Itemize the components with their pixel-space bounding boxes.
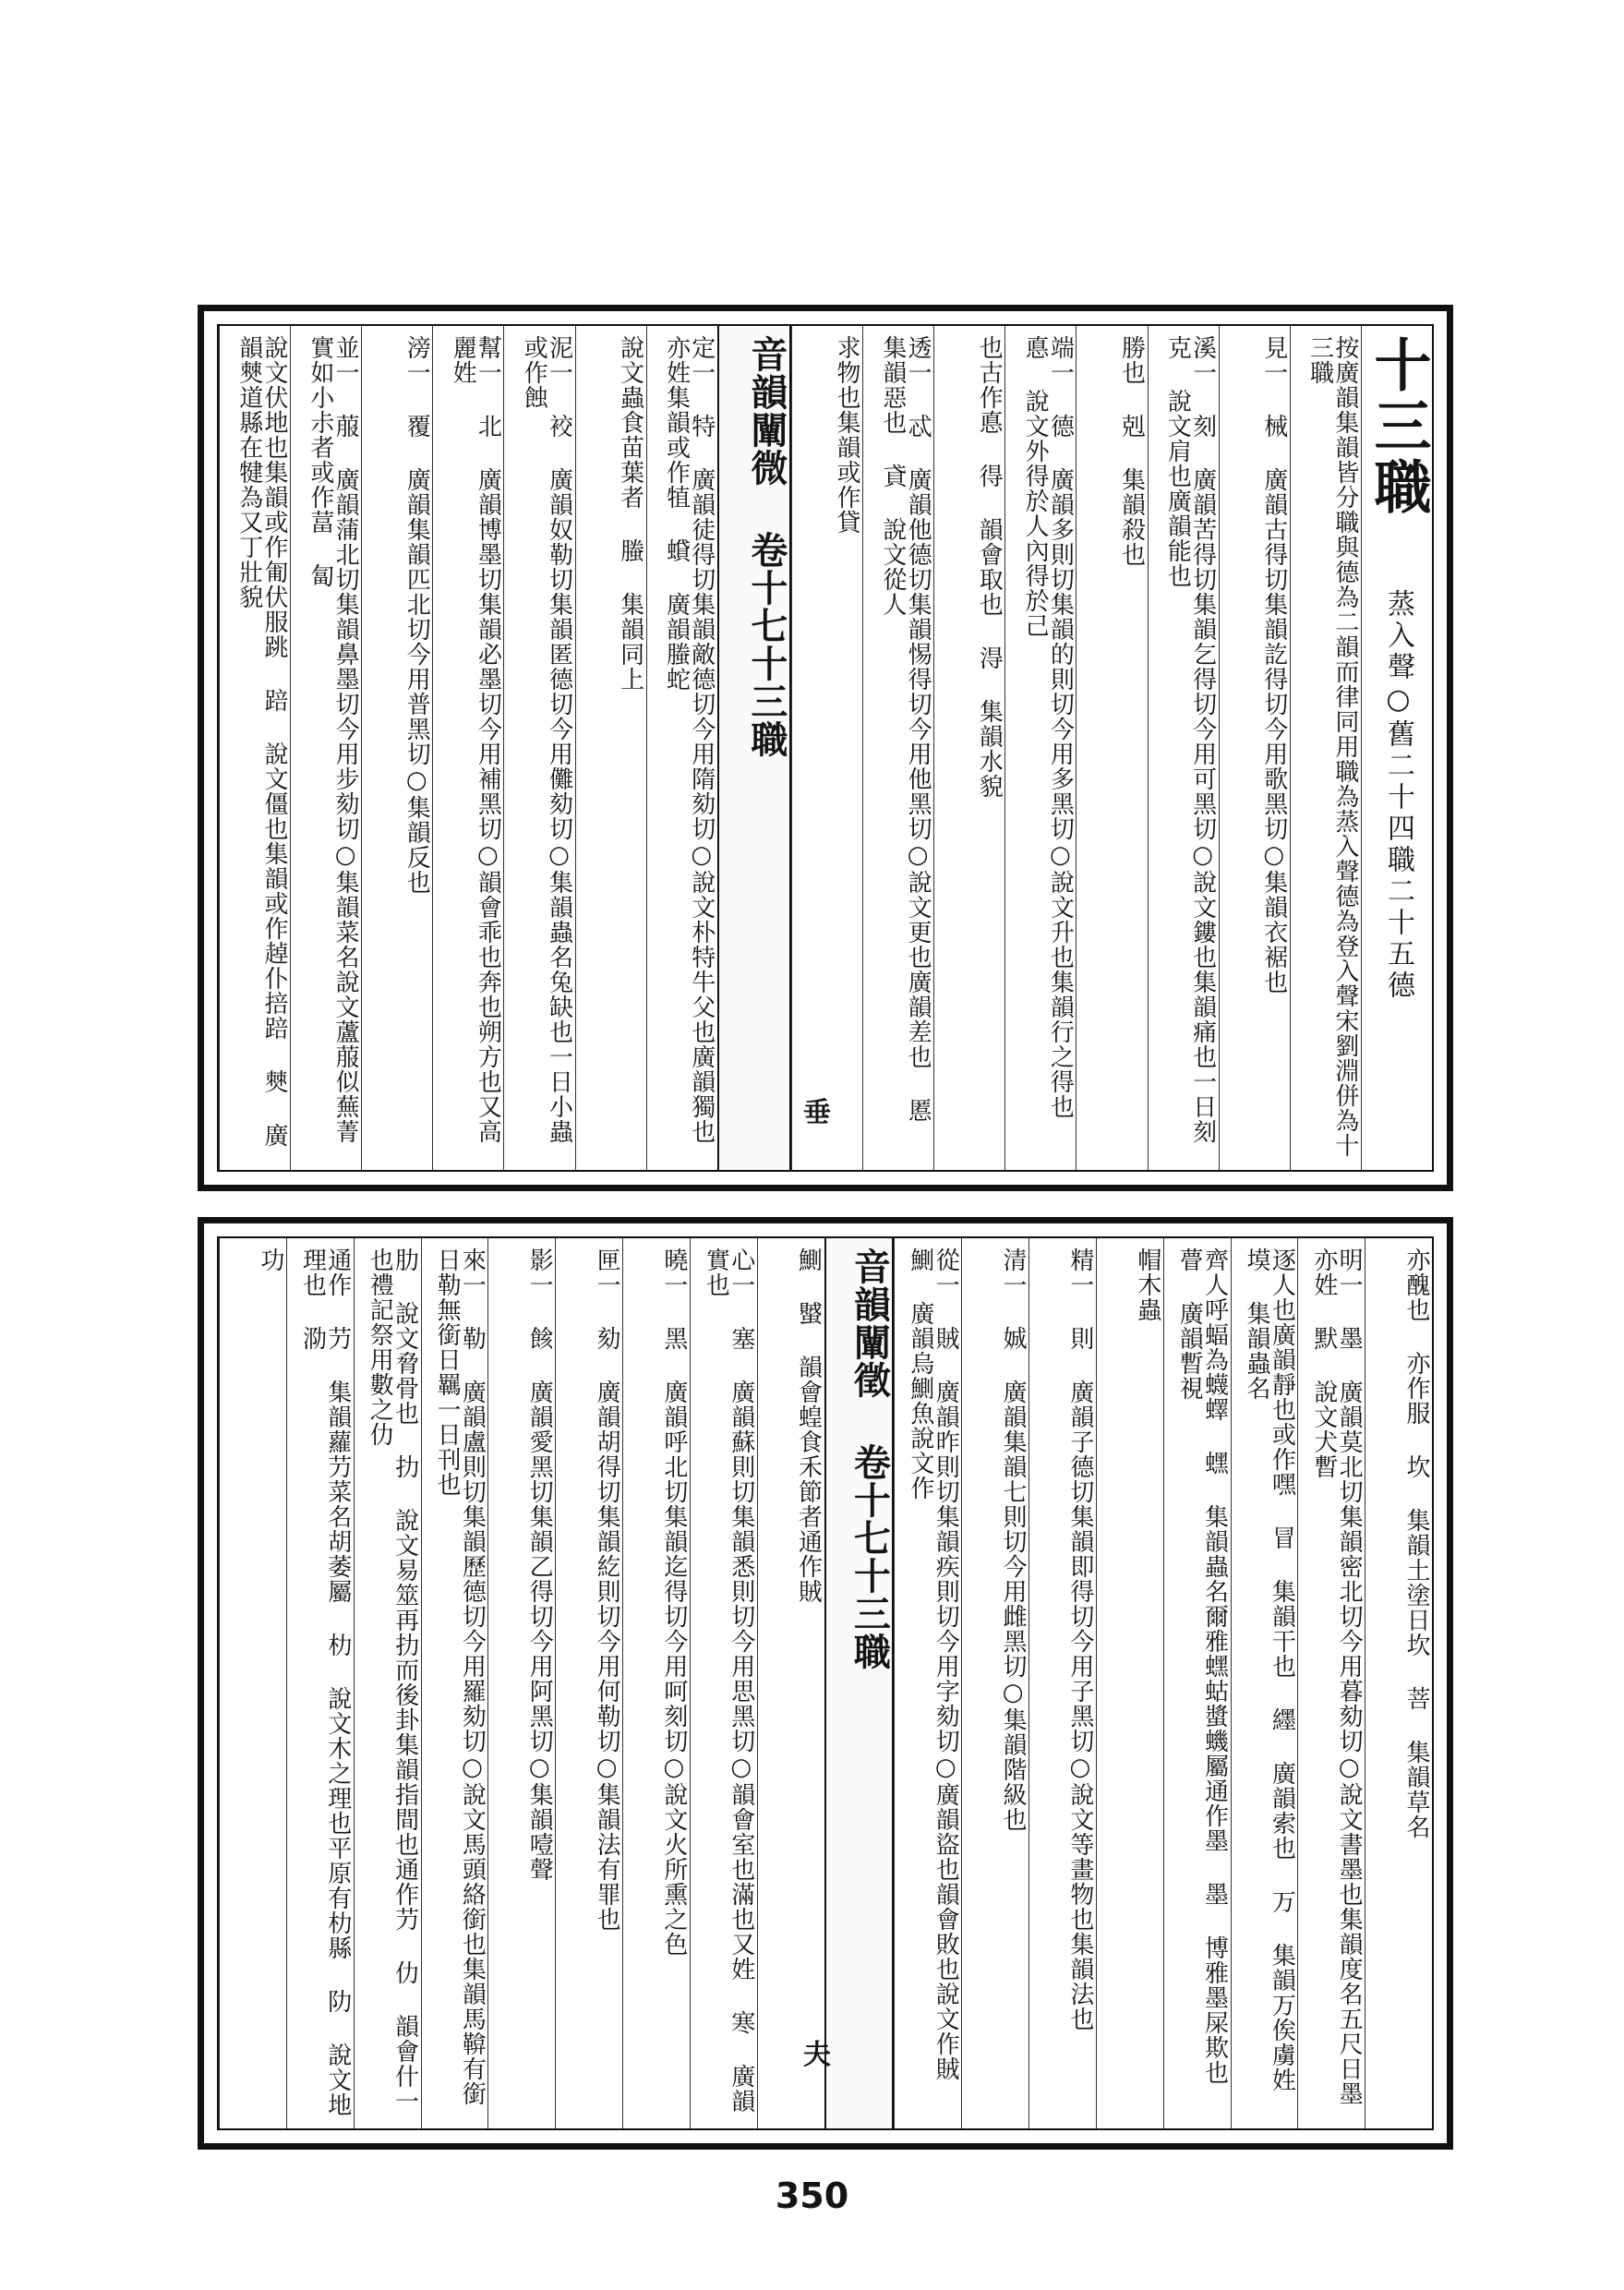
rhyme-heading xyxy=(1361,326,1432,1170)
text-column: 影一 餩 廣韻愛黑切集韻乙得切今用阿黑切○集韻噎聲 xyxy=(487,1238,555,2128)
text-column: 精一 則 廣韻子德切集韻即得切今用子黑切○說文等畫物也集韻法也 xyxy=(1029,1238,1096,2128)
upper-page-frame xyxy=(217,324,1434,1172)
text-column: 定一 特 廣韻徒得切集韻敵德切今用隋劾切○說文朴特牛父也廣韻獨也亦姓集韻或作犆 蟘 廣韻螣蛇 xyxy=(646,326,717,1170)
text-column: 逐人也廣韻靜也或作嘿 冒 集韻干也 纆 廣韻索也 万 集韻万俟虜姓 塻 集韻蟲名 xyxy=(1231,1238,1298,2128)
book-title: 音韻闡徵 xyxy=(848,1247,892,1399)
page-number: 350 xyxy=(775,2176,849,2216)
center-title-column xyxy=(824,1238,895,2128)
text-column: 曉一 黑 廣韻呼北切集韻迄得切今用呵刻切○說文火所熏之色 xyxy=(622,1238,690,2128)
text-column: 匣一 劾 廣韻胡得切集韻紇則切今用何勒切○集韻法有罪也 xyxy=(555,1238,622,2128)
text-column: 肋 說文脅骨也 扐 說文易筮再扐而後卦集韻指間也通作芀 仂 韻會什一也禮記祭用數之仂 xyxy=(354,1238,421,2128)
text-column: 見一 械 廣韻古得切集韻訖得切今用歌黑切○集韻衣裾也 xyxy=(1219,326,1290,1170)
text-column: 帽木蟲 xyxy=(1096,1238,1163,2128)
upper-text-columns xyxy=(219,326,1432,1170)
text-column: 從一 賊 廣韻昨則切集韻疾則切今用字劾切○廣韻盜也韻會敗也說文作賊 鰂 廣韻烏鰂魚說文作 xyxy=(894,1238,961,2128)
text-column: 溪一 刻 廣韻苦得切集韻乞得切今用可黑切○說文鏤也集韻痛也一日刻 克 說文肩也廣韻能也 xyxy=(1148,326,1219,1170)
text-column: 齊人呼蝠為蠛蠌 蟔 集韻蟲名爾雅蟔蛄螿蟣屬通作墨 墨 博雅墨屎欺也 瞢 廣韻暫視 xyxy=(1163,1238,1231,2128)
text-column: 透一 忒 廣韻他德切集韻惕得切今用他黑切○說文更也廣韻差也 慝 集韻惡也 貣 說文從人 xyxy=(862,326,933,1170)
text-column: 明一 墨 廣韻莫北切集韻密北切今用暮劾切○說文書墨也集韻度名五尺日墨亦姓 默 說文犬暫 xyxy=(1297,1238,1365,2128)
folio-mark-bottom: 夫 xyxy=(803,2039,831,2071)
text-column: 心一 塞 廣韻蘇則切集韻悉則切今用思黑切○韻會室也滿也又姓 寒 廣韻實也 xyxy=(690,1238,757,2128)
lower-page-frame xyxy=(217,1236,1434,2130)
text-column: 並一 菔 廣韻蒲北切集韻鼻墨切今用步劾切○集韻菜名說文蘆菔似蕪菁實如小尗者或作葍 匐 xyxy=(290,326,361,1170)
text-column: 按廣韻集韻皆分職與德為二韻而律同用職為蒸入聲德為登入聲宋劉淵併為十三職 xyxy=(1290,326,1361,1170)
text-column: 功 xyxy=(219,1238,286,2128)
text-column: 說文蟲食苗葉者 螣 集韻同上 xyxy=(575,326,646,1170)
folio-mark-top: 垂 xyxy=(803,1097,831,1129)
text-column: 清一 娍 廣韻集韻七則切今用雌黑切○集韻階級也 xyxy=(961,1238,1029,2128)
text-column: 勝也 剋 集韻殺也 xyxy=(1076,326,1147,1170)
rhyme-heading-title: 十三職 xyxy=(1365,335,1432,518)
text-column: 也古作悳 得 韻會取也 淂 集韻水貌 xyxy=(933,326,1004,1170)
text-column: 來一 勒 廣韻盧則切集韻歷德切今用羅劾切○說文馬頭絡銜也集韻馬鞥有銜日勒無銜日羈一日刊也 xyxy=(421,1238,488,2128)
lower-page-panel xyxy=(198,1217,1453,2150)
text-column: 鰂 蠈 韻會蝗食禾節者通作賊 xyxy=(757,1238,824,2128)
text-column: 求物也集韻或作貸 xyxy=(791,326,862,1170)
text-column: 通作 芀 集韻蘿芀菜名胡萎屬 朸 說文木之理也平原有朸縣 阞 說文地理也 泐 xyxy=(286,1238,354,2128)
lower-text-columns xyxy=(219,1238,1432,2128)
center-title-column xyxy=(717,326,791,1170)
rhyme-heading-note: 蒸入聲○舊二十四職二十五德 xyxy=(1382,589,1414,1002)
volume-label: 卷十七十三職 xyxy=(848,1443,892,1670)
text-column: 滂一 覆 廣韻集韻匹北切今用普黑切○集韻反也 xyxy=(361,326,432,1170)
book-title: 音韻闡微 xyxy=(744,335,788,487)
text-column: 泥一 䘨 廣韻奴勒切集韻匿德切今用儺劾切○集韻蟲名兔缺也一日小蟲或作蝕 xyxy=(503,326,574,1170)
text-column: 端一 德 廣韻多則切集韻的則切今用多黑切○說文升也集韻行之得也 悳 說文外得於人內得於己 xyxy=(1004,326,1076,1170)
text-column: 說文伏地也集韻或作匍伏服跳 踣 說文僵也集韻或作趠仆掊踣 僰 廣韻僰道縣在犍為又丁壯貌 xyxy=(219,326,290,1170)
volume-label: 卷十七十三職 xyxy=(744,531,788,758)
upper-page-panel xyxy=(198,305,1453,1191)
text-column: 幫一 北 廣韻博墨切集韻必墨切今用補黑切○韻會乖也奔也朔方也又高麗姓 xyxy=(432,326,503,1170)
text-column: 亦醜也 亦作服 坎 集韻土塗日坎 菩 集韻草名 xyxy=(1365,1238,1432,2128)
